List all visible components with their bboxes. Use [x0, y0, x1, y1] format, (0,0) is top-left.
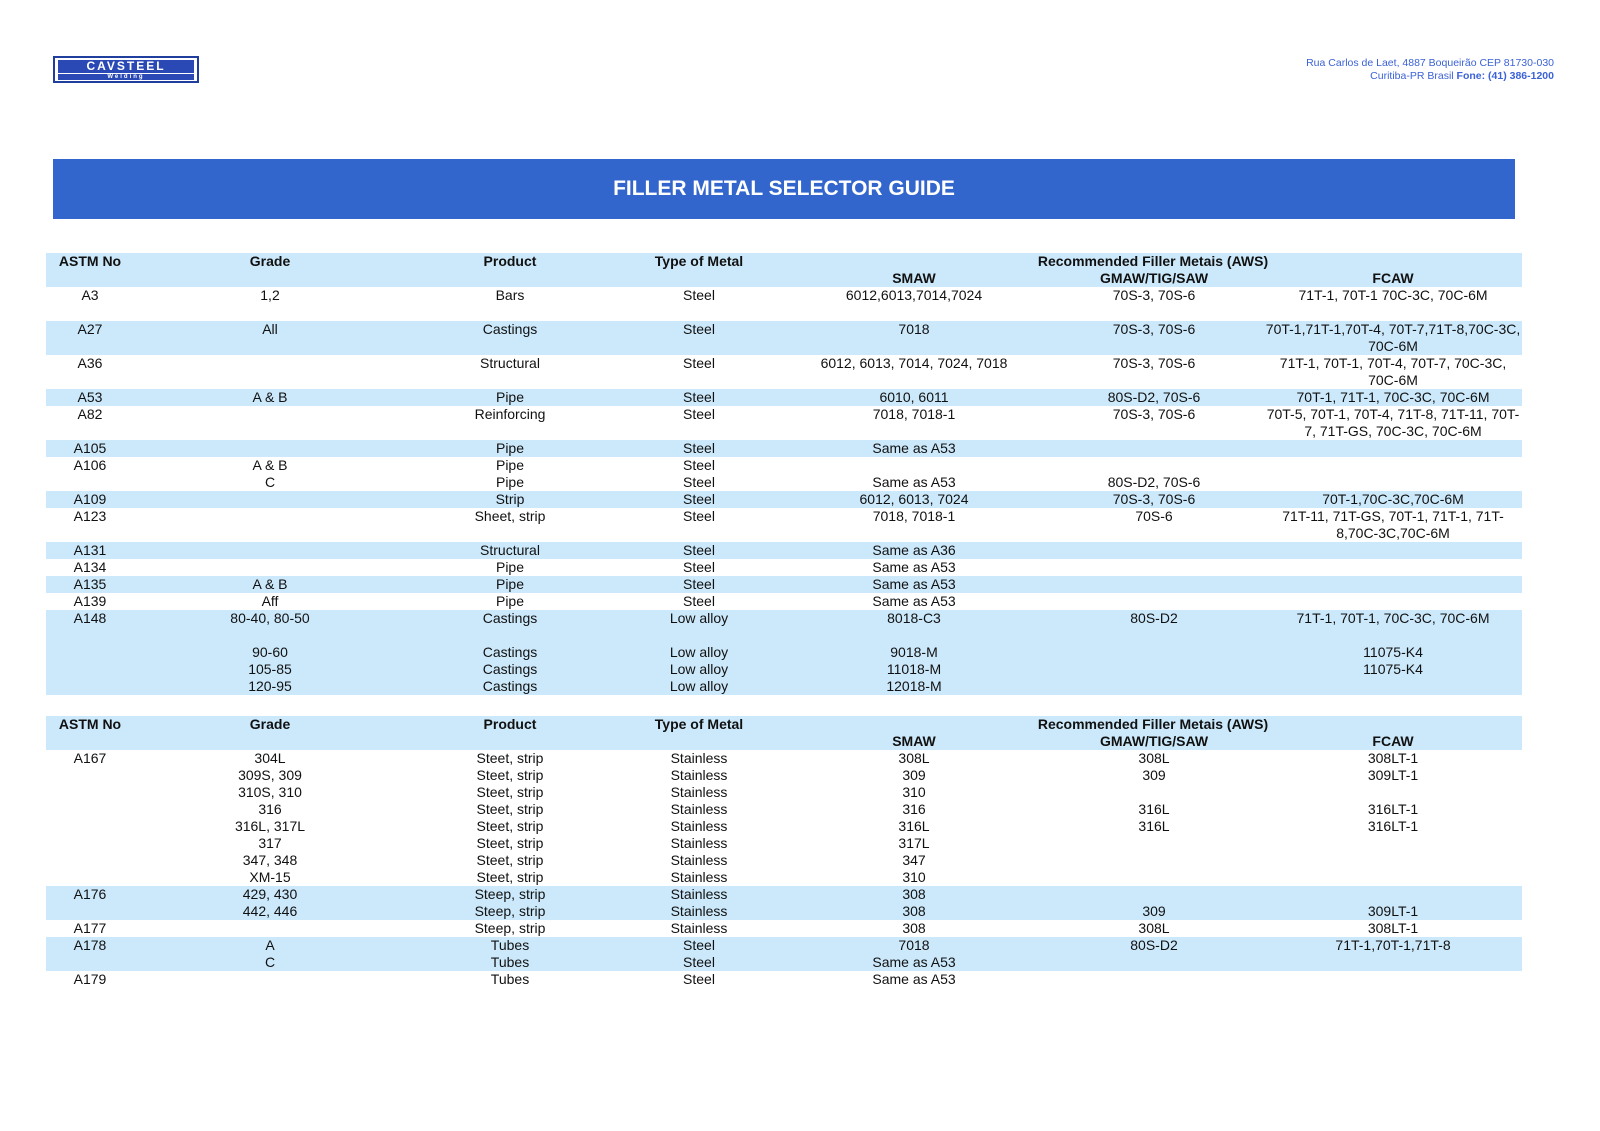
smaw-cell: 316: [902, 801, 926, 817]
grade-cell: [134, 440, 406, 457]
smaw-cell: 12018-M: [784, 678, 1044, 695]
astm-cell: A177: [73, 920, 107, 936]
table-row: [46, 542, 1522, 559]
metal-type-cell: Steel: [614, 440, 784, 457]
smaw-cell: 317L: [898, 835, 930, 851]
header-row: [46, 253, 1522, 270]
table-row: [46, 903, 1522, 920]
metal-type-cell: Steel: [683, 355, 715, 371]
table-row: [46, 661, 1522, 678]
fcaw-cell: 316LT-1: [1367, 801, 1419, 817]
fcaw-cell: [1264, 954, 1522, 971]
metal-type-cell: Stainless: [670, 767, 728, 783]
astm-cell: A109: [46, 491, 134, 508]
product-cell: Castings: [406, 661, 614, 678]
smaw-cell: 7018: [784, 321, 1044, 355]
grade-cell: A & B: [252, 457, 288, 473]
fcaw-cell: [1264, 835, 1522, 852]
header-type: Type of Metal: [614, 253, 784, 270]
gmaw-cell: 308L: [1138, 750, 1170, 766]
astm-cell: [46, 644, 134, 661]
gmaw-cell: 309: [1142, 767, 1166, 783]
grade-cell: [134, 406, 406, 440]
subheader-row: [46, 733, 1522, 750]
logo-subtitle: Welding: [58, 74, 194, 80]
address-city: Curitiba-PR Brasil: [1370, 70, 1457, 82]
grade-cell: 316: [258, 801, 282, 817]
fcaw-cell: [1264, 474, 1522, 491]
fcaw-cell: [1264, 593, 1522, 610]
product-cell: Pipe: [406, 440, 614, 457]
smaw-cell: 11018-M: [784, 661, 1044, 678]
header-recommended: Recommended Filler Metais (AWS): [784, 253, 1522, 270]
table-row: [46, 287, 1522, 321]
table-row: [46, 801, 1522, 818]
gmaw-cell: 80S-D2: [1044, 937, 1264, 954]
grade-cell: Aff: [261, 593, 279, 609]
metal-type-cell: Stainless: [670, 818, 728, 834]
fcaw-cell: [1264, 852, 1522, 869]
table-row: [46, 355, 1522, 389]
product-cell: Steet, strip: [476, 869, 544, 885]
smaw-cell: 6012, 6013, 7024: [784, 491, 1044, 508]
filler-table-1: [46, 253, 1522, 695]
metal-type-cell: Steel: [683, 559, 715, 575]
grade-cell: 310S, 310: [238, 784, 302, 800]
header-gmaw: GMAW/TIG/SAW: [1044, 270, 1264, 287]
grade-cell: 304L: [254, 750, 286, 766]
fcaw-cell: 71T-11, 71T-GS, 70T-1, 71T-1, 71T-8,70C-3C,70C-6M: [1282, 508, 1504, 541]
grade-cell: 80-40, 80-50: [134, 610, 406, 644]
grade-cell: 347, 348: [242, 852, 298, 868]
fcaw-cell: [1264, 457, 1522, 474]
astm-cell: A106: [73, 457, 107, 473]
metal-type-cell: Steel: [683, 457, 715, 473]
astm-cell: [46, 818, 134, 835]
astm-cell: [46, 852, 134, 869]
grade-cell: 316L, 317L: [234, 818, 306, 834]
company-logo: [53, 56, 199, 83]
product-cell: Sheet, strip: [474, 508, 546, 524]
grade-cell: 429, 430: [134, 886, 406, 903]
metal-type-cell: Stainless: [670, 852, 728, 868]
gmaw-cell: [1044, 886, 1264, 903]
table-row: [46, 937, 1522, 954]
gmaw-cell: 80S-D2, 70S-6: [1044, 389, 1264, 406]
address-phone: Fone: (41) 386-1200: [1456, 70, 1554, 82]
fcaw-cell: [1264, 886, 1522, 903]
grade-cell: [134, 508, 406, 542]
gmaw-cell: [1044, 440, 1264, 457]
metal-type-cell: Steel: [614, 491, 784, 508]
smaw-cell: Same as A53: [784, 954, 1044, 971]
astm-cell: [46, 474, 134, 491]
product-cell: Structural: [406, 542, 614, 559]
metal-type-cell: Stainless: [670, 750, 728, 766]
astm-cell: [46, 835, 134, 852]
gmaw-cell: [1044, 835, 1264, 852]
smaw-cell: 7018, 7018-1: [872, 406, 956, 422]
astm-cell: [46, 869, 134, 886]
metal-type-cell: Stainless: [614, 886, 784, 903]
smaw-cell: Same as A53: [784, 576, 1044, 593]
astm-cell: A131: [46, 542, 134, 559]
header-product: Product: [406, 716, 614, 733]
fcaw-cell: 71T-1, 70T-1, 70T-4, 70T-7, 70C-3C, 70C-6M: [1279, 355, 1507, 388]
grade-cell: All: [134, 321, 406, 355]
metal-type-cell: Steel: [683, 406, 715, 422]
smaw-cell: 6012, 6013, 7014, 7024, 7018: [820, 355, 1008, 371]
gmaw-cell: 316L: [1138, 801, 1170, 817]
smaw-cell: Same as A53: [872, 971, 956, 987]
metal-type-cell: Stainless: [614, 903, 784, 920]
gmaw-cell: 70S-3, 70S-6: [1044, 491, 1264, 508]
table-row: [46, 610, 1522, 644]
gmaw-cell: [1044, 869, 1264, 886]
table-row: [46, 852, 1522, 869]
table-row: [46, 474, 1522, 491]
grade-cell: 120-95: [134, 678, 406, 695]
header-grade: Grade: [134, 716, 406, 733]
metal-type-cell: Stainless: [670, 784, 728, 800]
fcaw-cell: [1264, 869, 1522, 886]
grade-cell: C: [134, 954, 406, 971]
filler-table-2: [46, 716, 1522, 988]
product-cell: Bars: [495, 287, 525, 303]
astm-cell: [46, 801, 134, 818]
grade-cell: [134, 920, 406, 937]
smaw-cell: Same as A53: [872, 593, 956, 609]
header-grade: Grade: [134, 253, 406, 270]
header-smaw: SMAW: [784, 733, 1044, 750]
header-recommended: Recommended Filler Metais (AWS): [784, 716, 1522, 733]
product-cell: Pipe: [495, 559, 525, 575]
grade-cell: 442, 446: [134, 903, 406, 920]
fcaw-cell: [1264, 784, 1522, 801]
product-cell: Steep, strip: [474, 920, 546, 936]
astm-cell: A3: [81, 287, 99, 303]
table-row: [46, 457, 1522, 474]
metal-type-cell: Low alloy: [614, 610, 784, 644]
product-cell: Pipe: [406, 576, 614, 593]
gmaw-cell: 80S-D2, 70S-6: [1107, 474, 1201, 490]
subheader-row: [46, 270, 1522, 287]
product-cell: Steet, strip: [476, 852, 544, 868]
fcaw-cell: 11075-K4: [1264, 644, 1522, 661]
metal-type-cell: Steel: [614, 937, 784, 954]
grade-cell: [134, 542, 406, 559]
astm-cell: A53: [46, 389, 134, 406]
gmaw-cell: [1044, 542, 1264, 559]
grade-cell: [134, 491, 406, 508]
gmaw-cell: [1044, 457, 1264, 474]
grade-cell: A: [134, 937, 406, 954]
product-cell: Steet, strip: [476, 818, 544, 834]
astm-cell: [46, 661, 134, 678]
grade-cell: [134, 559, 406, 576]
product-cell: Steep, strip: [406, 886, 614, 903]
gmaw-cell: [1044, 661, 1264, 678]
fcaw-cell: 70T-1,71T-1,70T-4, 70T-7,71T-8,70C-3C, 70C-6M: [1265, 321, 1521, 354]
table-row: [46, 576, 1522, 593]
fcaw-cell: [1264, 678, 1522, 695]
table-row: [46, 678, 1522, 695]
logo-wordmark: CAVSTEEL: [58, 60, 194, 73]
table-row: [46, 559, 1522, 576]
fcaw-cell: [1264, 542, 1522, 559]
company-address: [1306, 57, 1554, 83]
table-row: [46, 440, 1522, 457]
product-cell: Steet, strip: [476, 835, 544, 851]
product-cell: Steet, strip: [476, 784, 544, 800]
header-fcaw: FCAW: [1264, 733, 1522, 750]
fcaw-cell: 71T-1,70T-1,71T-8: [1264, 937, 1522, 954]
product-cell: Steep, strip: [406, 903, 614, 920]
product-cell: Tubes: [406, 937, 614, 954]
smaw-cell: 308: [784, 886, 1044, 903]
grade-cell: [134, 971, 406, 988]
smaw-cell: 308: [902, 920, 926, 936]
smaw-cell: Same as A36: [784, 542, 1044, 559]
gmaw-cell: 309: [1044, 903, 1264, 920]
table-row: [46, 971, 1522, 988]
fcaw-cell: 316LT-1: [1367, 818, 1419, 834]
metal-type-cell: Steel: [614, 954, 784, 971]
table-row: [46, 593, 1522, 610]
smaw-cell: 309: [902, 767, 926, 783]
table-row: [46, 767, 1522, 784]
grade-cell: 1,2: [260, 287, 280, 303]
fcaw-cell: 11075-K4: [1264, 661, 1522, 678]
fcaw-cell: 308LT-1: [1367, 920, 1419, 936]
metal-type-cell: Low alloy: [614, 661, 784, 678]
product-cell: Castings: [406, 610, 614, 644]
product-cell: Castings: [406, 644, 614, 661]
metal-type-cell: Steel: [683, 971, 715, 987]
astm-cell: A179: [73, 971, 107, 987]
grade-cell: 90-60: [134, 644, 406, 661]
gmaw-cell: [1044, 954, 1264, 971]
product-cell: Tubes: [490, 971, 530, 987]
grade-cell: 317: [258, 835, 282, 851]
table-row: [46, 508, 1522, 542]
fcaw-cell: 308LT-1: [1367, 750, 1419, 766]
astm-cell: [46, 903, 134, 920]
metal-type-cell: Steel: [614, 542, 784, 559]
grade-cell: C: [264, 474, 276, 490]
astm-cell: A167: [73, 750, 107, 766]
smaw-cell: 308L: [898, 750, 930, 766]
header-product: Product: [406, 253, 614, 270]
astm-cell: A105: [46, 440, 134, 457]
fcaw-cell: 70T-1,70C-3C,70C-6M: [1264, 491, 1522, 508]
metal-type-cell: Stainless: [670, 920, 728, 936]
fcaw-cell: [1264, 576, 1522, 593]
gmaw-cell: [1044, 678, 1264, 695]
header-gmaw: GMAW/TIG/SAW: [1044, 733, 1264, 750]
metal-type-cell: Steel: [614, 389, 784, 406]
table-row: [46, 920, 1522, 937]
fcaw-cell: 309LT-1: [1367, 767, 1419, 783]
header-smaw: SMAW: [784, 270, 1044, 287]
astm-cell: A27: [46, 321, 134, 355]
table-row: [46, 644, 1522, 661]
smaw-cell: [784, 457, 1044, 474]
gmaw-cell: [1044, 852, 1264, 869]
gmaw-cell: 70S-6: [1135, 508, 1173, 524]
address-line-1: Rua Carlos de Laet, 4887 Boqueirão CEP 81730-030: [1306, 57, 1554, 69]
metal-type-cell: Stainless: [670, 835, 728, 851]
fcaw-cell: [1264, 971, 1522, 988]
product-cell: Tubes: [406, 954, 614, 971]
gmaw-cell: 70S-3, 70S-6: [1044, 321, 1264, 355]
table-row: [46, 869, 1522, 886]
smaw-cell: 316L: [898, 818, 930, 834]
header-row: [46, 716, 1522, 733]
fcaw-cell: [1264, 559, 1522, 576]
address-line-2: [1306, 70, 1554, 83]
header-astm: ASTM No: [46, 253, 134, 270]
table-row: [46, 886, 1522, 903]
metal-type-cell: Steel: [683, 474, 715, 490]
product-cell: Steet, strip: [476, 767, 544, 783]
astm-cell: A123: [73, 508, 107, 524]
gmaw-cell: 70S-3, 70S-6: [1112, 406, 1196, 422]
smaw-cell: Same as A53: [872, 559, 956, 575]
product-cell: Strip: [406, 491, 614, 508]
metal-type-cell: Steel: [683, 287, 715, 303]
product-cell: Pipe: [495, 593, 525, 609]
grade-cell: 309S, 309: [238, 767, 302, 783]
smaw-cell: 347: [902, 852, 926, 868]
table-row: [46, 321, 1522, 355]
astm-cell: [46, 678, 134, 695]
table-row: [46, 389, 1522, 406]
astm-cell: A178: [46, 937, 134, 954]
astm-cell: A139: [73, 593, 107, 609]
metal-type-cell: Stainless: [670, 869, 728, 885]
gmaw-cell: [1044, 576, 1264, 593]
smaw-cell: 9018-M: [784, 644, 1044, 661]
product-cell: Pipe: [495, 457, 525, 473]
grade-cell: 105-85: [134, 661, 406, 678]
product-cell: Castings: [406, 678, 614, 695]
astm-cell: A82: [77, 406, 103, 422]
smaw-cell: 308: [784, 903, 1044, 920]
gmaw-cell: [1044, 784, 1264, 801]
table-row: [46, 835, 1522, 852]
grade-cell: A & B: [134, 576, 406, 593]
table-row: [46, 784, 1522, 801]
product-cell: Structural: [480, 355, 540, 371]
smaw-cell: 6012,6013,7014,7024: [845, 287, 983, 303]
fcaw-cell: 70T-5, 70T-1, 70T-4, 71T-8, 71T-11, 70T-7, 71T-GS, 70C-3C, 70C-6M: [1266, 406, 1520, 439]
grade-cell: XM-15: [249, 869, 291, 885]
table-row: [46, 954, 1522, 971]
gmaw-cell: 308L: [1138, 920, 1170, 936]
product-cell: Pipe: [495, 474, 525, 490]
header-astm: ASTM No: [46, 716, 134, 733]
grade-cell: A & B: [134, 389, 406, 406]
gmaw-cell: 80S-D2: [1044, 610, 1264, 644]
product-cell: Steet, strip: [476, 750, 544, 766]
metal-type-cell: Steel: [614, 321, 784, 355]
header-type: Type of Metal: [614, 716, 784, 733]
metal-type-cell: Steel: [614, 576, 784, 593]
astm-cell: [46, 784, 134, 801]
fcaw-cell: 71T-1, 70T-1 70C-3C, 70C-6M: [1298, 287, 1488, 303]
astm-cell: A148: [46, 610, 134, 644]
table-row: [46, 750, 1522, 767]
product-cell: Reinforcing: [474, 406, 546, 422]
product-cell: Castings: [406, 321, 614, 355]
gmaw-cell: 70S-3, 70S-6: [1112, 355, 1196, 371]
product-cell: Steet, strip: [476, 801, 544, 817]
astm-cell: A176: [46, 886, 134, 903]
page-title: FILLER METAL SELECTOR GUIDE: [53, 159, 1515, 219]
product-cell: Pipe: [406, 389, 614, 406]
fcaw-cell: 70T-1, 71T-1, 70C-3C, 70C-6M: [1264, 389, 1522, 406]
smaw-cell: 7018, 7018-1: [872, 508, 956, 524]
gmaw-cell: [1044, 644, 1264, 661]
gmaw-cell: 70S-3, 70S-6: [1112, 287, 1196, 303]
gmaw-cell: [1044, 559, 1264, 576]
smaw-cell: 6010, 6011: [784, 389, 1044, 406]
astm-cell: [46, 954, 134, 971]
header-fcaw: FCAW: [1264, 270, 1522, 287]
metal-type-cell: Steel: [683, 593, 715, 609]
metal-type-cell: Stainless: [670, 801, 728, 817]
grade-cell: [134, 355, 406, 389]
smaw-cell: 8018-C3: [784, 610, 1044, 644]
fcaw-cell: 309LT-1: [1264, 903, 1522, 920]
metal-type-cell: Steel: [683, 508, 715, 524]
table-row: [46, 818, 1522, 835]
astm-cell: A134: [73, 559, 107, 575]
fcaw-cell: [1264, 440, 1522, 457]
astm-cell: A36: [77, 355, 103, 371]
gmaw-cell: 316L: [1138, 818, 1170, 834]
table-row: [46, 406, 1522, 440]
smaw-cell: 310: [902, 784, 926, 800]
smaw-cell: 7018: [784, 937, 1044, 954]
smaw-cell: Same as A53: [872, 474, 956, 490]
table-row: [46, 491, 1522, 508]
smaw-cell: Same as A53: [784, 440, 1044, 457]
astm-cell: A135: [46, 576, 134, 593]
astm-cell: [46, 767, 134, 784]
metal-type-cell: Low alloy: [614, 678, 784, 695]
gmaw-cell: [1044, 593, 1264, 610]
metal-type-cell: Low alloy: [614, 644, 784, 661]
gmaw-cell: [1044, 971, 1264, 988]
fcaw-cell: 71T-1, 70T-1, 70C-3C, 70C-6M: [1264, 610, 1522, 644]
smaw-cell: 310: [902, 869, 926, 885]
